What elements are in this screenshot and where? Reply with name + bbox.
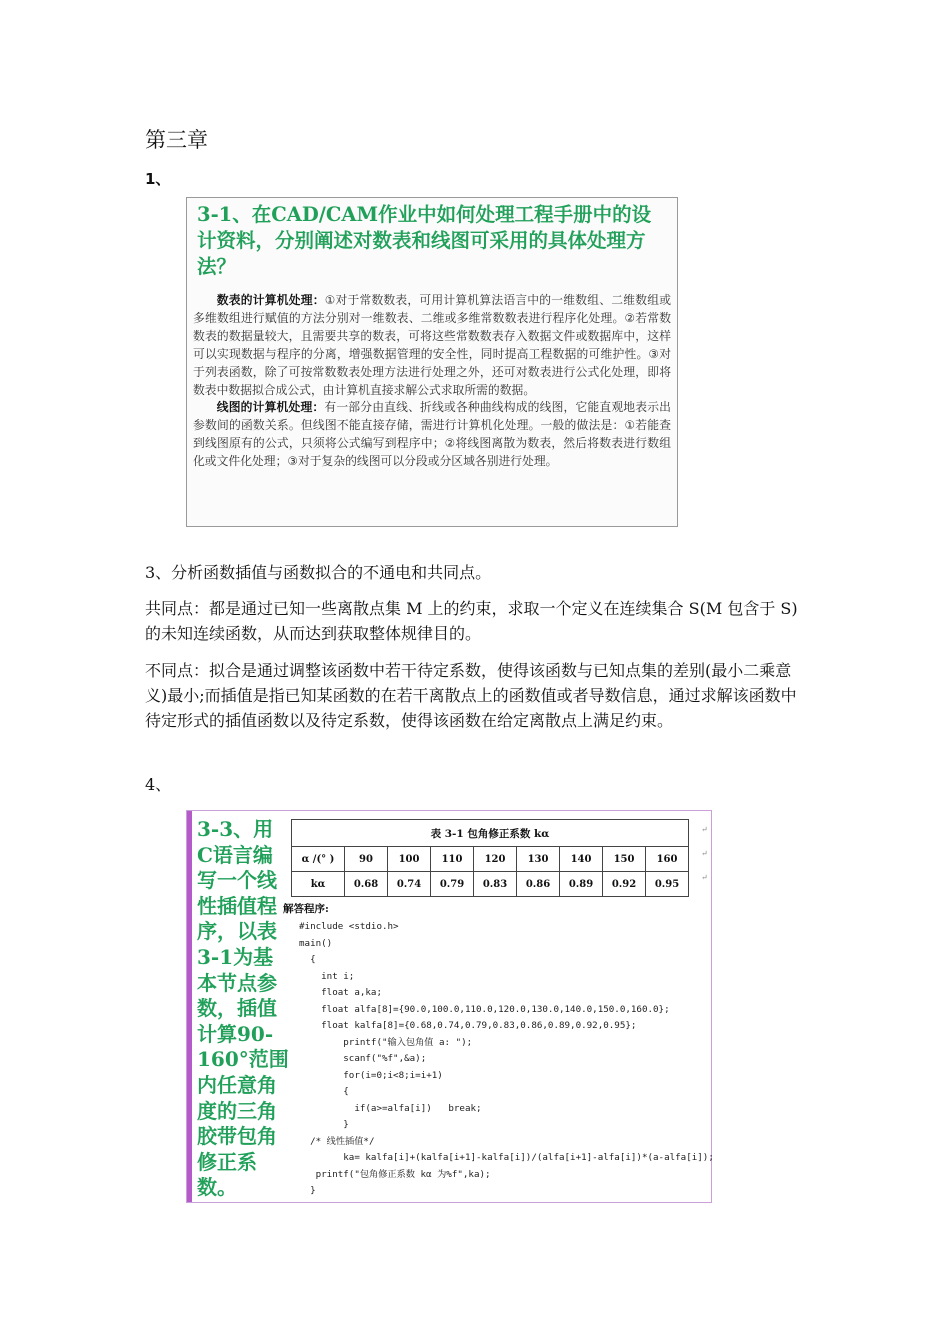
correction-table [291,819,689,897]
code-line: { [299,1086,349,1097]
question-3-3: 3-3、用C语言编写一个线性插值程序，以表3-1为基本节点参数，插值计算90-160°范围内任意角度的三角胶带包角修正系数。 [197,817,289,1200]
table-cell-angle: 160 [646,847,689,872]
table-cell-angle: 100 [388,847,431,872]
code-line: } [299,1185,316,1196]
item-number-1: 1、 [145,170,171,188]
code-line: float a,ka; [299,987,382,998]
table-header-angle: α /(° ) [292,847,345,872]
table-cell-angle: 90 [345,847,388,872]
code-line: #include <stdio.h> [299,921,399,932]
paragraph-mark-icon: ↵ [701,849,708,858]
screenshot-box-3-3 [186,810,712,1203]
table-cell-angle: 120 [474,847,517,872]
similarities-paragraph: 共同点：都是通过已知一些离散点集 M 上的约束，求取一个定义在连续集合 S(M 包含于 S)的未知连续函数，从而达到获取整体规律目的。 [145,599,798,643]
paragraph-table-processing [193,292,671,399]
question-3-1-title: 3-1、在CAD/CAM作业中如何处理工程手册中的设计资料，分别阐述对数表和线图可采用的具体处理方法？ [197,203,652,278]
paragraph-mark-icon: ↵ [701,825,708,834]
chapter-title: 第三章 [145,128,208,152]
table-cell-coefficient: 0.74 [388,872,431,897]
text-table-processing: ①对于常数数表，可用计算机算法语言中的一维数组、二维数组或多维数组进行赋值的方法分别对一维数表、二维或多维常数数表进行程序化处理。②若常数数表的数据量较大，且需要共享的数表，可将这些常数数表存入数据文件或数据库中，这样可以实现数据与程序的分离，增强数据管理的安全性，同时提高工程数据的可维护性。③对于列表函数，除了可按常数数表处理方法进行处理之外，还可对数表进行公式化处理，即将数表中数据拟合成公式，由计算机直接求解公式求取所需的数据。 [193,293,671,397]
code-line: } [299,1119,349,1130]
table-cell-coefficient: 0.89 [560,872,603,897]
code-block [299,919,714,1200]
code-line: for(i=0;i<8;i=i+1) [299,1069,443,1081]
table-cell-coefficient: 0.79 [431,872,474,897]
differences-paragraph: 不同点：拟合是通过调整该函数中若干待定系数，使得该函数与已知点集的差别(最小二乘意义)最小;而插值是指已知某函数的在若干离散点上的函数值或者导数信息，通过求解该函数中待定形式的插值函数以及待定系数，使得该函数在给定离散点上满足约束。 [145,661,797,730]
code-line: ka= kalfa[i]+(kalfa[i+1]-kalfa[i])/(alfa[i+1]-alfa[i])*(a-alfa[i]); [299,1152,714,1163]
table-cell-coefficient: 0.95 [646,872,689,897]
answer-3-1 [193,292,671,471]
table-cell-coefficient: 0.83 [474,872,517,897]
label-graph-processing: 线图的计算机处理： [216,400,325,415]
table-cell-angle: 130 [517,847,560,872]
table-cell-coefficient: 0.68 [345,872,388,897]
code-line: int i; [299,970,355,982]
paragraph-mark-icon: ↵ [701,873,708,882]
paragraph-graph-processing [193,399,671,471]
code-line: float kalfa[8]={0.68,0.74,0.79,0.83,0.86,0.89,0.92,0.95}; [299,1020,637,1031]
accent-bar [187,811,192,1202]
answer-label: 解答程序: [283,903,329,915]
table-row-coefficient [292,872,689,897]
table-cell-angle: 150 [603,847,646,872]
code-line: { [299,954,316,965]
text-graph-processing: 有一部分由直线、折线或各种曲线构成的线图，它能直观地表示出参数间的函数关系。但线图不能直接存储，需进行计算机化处理。一般的做法是：①若能查到线图原有的公式，只须将公式编写到程序中；②将线图离散为数表，然后将数表进行数组化或文件化处理；③对于复杂的线图可以分段或分区域各别进行处理。 [193,400,671,469]
code-line: float alfa[8]={90.0,100.0,110.0,120.0,130.0,140.0,150.0,160.0}; [299,1003,670,1015]
table-header-coefficient: kα [292,872,345,897]
code-line: /* 线性插值*/ [299,1135,375,1147]
table-row-angle [292,847,689,872]
table-cell-angle: 110 [431,847,474,872]
table-cell-coefficient: 0.86 [517,872,560,897]
table-cell-coefficient: 0.92 [603,872,646,897]
screenshot-box-3-1 [186,197,678,527]
code-line: scanf("%f",&a); [299,1053,427,1064]
item-number-4: 4、 [145,775,172,794]
code-line: main() [299,937,333,949]
label-table-processing: 数表的计算机处理： [216,293,325,307]
table-caption: 表 3-1 包角修正系数 kα [292,820,689,847]
code-line: if(a>=alfa[i]) break; [299,1102,482,1114]
code-line: printf("输入包角值 a: "); [299,1036,473,1048]
question-3: 3、分析函数插值与函数拟合的不通电和共同点。 [145,563,492,582]
table-cell-angle: 140 [560,847,603,872]
code-line: printf("包角修正系数 kα 为%f",ka); [299,1168,491,1180]
